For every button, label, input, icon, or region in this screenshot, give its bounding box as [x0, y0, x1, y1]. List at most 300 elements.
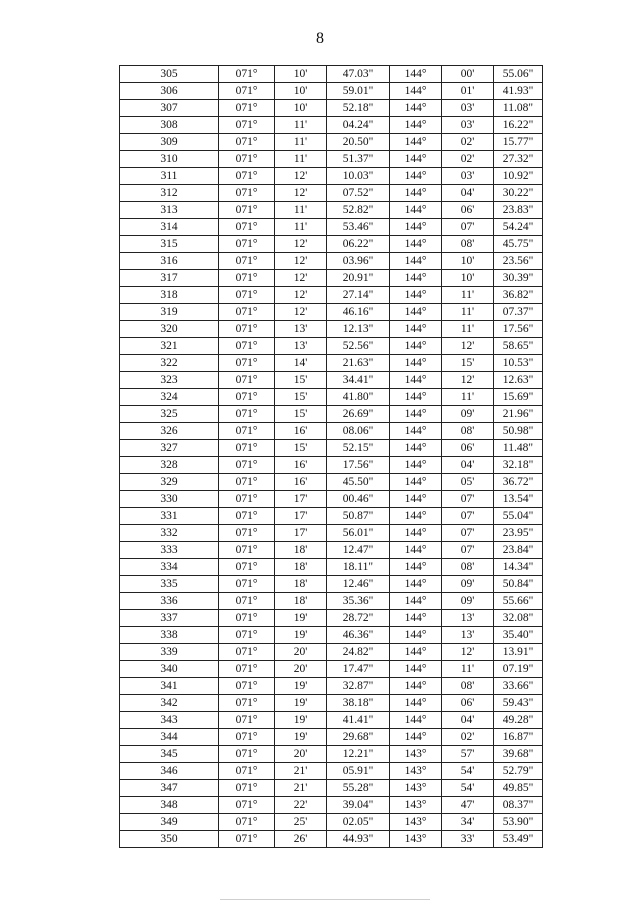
- cell-lat-seconds: 15.77": [494, 134, 543, 151]
- cell-lon-minutes: 15': [275, 389, 327, 406]
- cell-lat-minutes: 07': [442, 491, 494, 508]
- cell-lon-degrees: 071°: [219, 423, 275, 440]
- cell-lat-degrees: 144°: [390, 372, 442, 389]
- cell-lon-minutes: 18': [275, 593, 327, 610]
- cell-lon-seconds: 50.87": [327, 508, 390, 525]
- cell-point-number: 316: [120, 253, 219, 270]
- cell-lat-seconds: 59.43": [494, 695, 543, 712]
- cell-lon-degrees: 071°: [219, 151, 275, 168]
- cell-lon-degrees: 071°: [219, 508, 275, 525]
- cell-lat-seconds: 13.91": [494, 644, 543, 661]
- table-row: [120, 610, 543, 627]
- cell-lon-seconds: 41.80": [327, 389, 390, 406]
- cell-lon-degrees: 071°: [219, 270, 275, 287]
- cell-point-number: 334: [120, 559, 219, 576]
- cell-point-number: 320: [120, 321, 219, 338]
- cell-point-number: 342: [120, 695, 219, 712]
- cell-lat-degrees: 143°: [390, 814, 442, 831]
- cell-lat-minutes: 10': [442, 253, 494, 270]
- cell-lat-degrees: 144°: [390, 287, 442, 304]
- cell-lon-seconds: 18.11": [327, 559, 390, 576]
- table-row: [120, 491, 543, 508]
- table-row: [120, 644, 543, 661]
- table-row: [120, 134, 543, 151]
- cell-lon-seconds: 41.41": [327, 712, 390, 729]
- cell-lon-seconds: 00.46": [327, 491, 390, 508]
- cell-lat-seconds: 53.49": [494, 831, 543, 848]
- cell-lat-seconds: 23.56": [494, 253, 543, 270]
- cell-lon-minutes: 19': [275, 678, 327, 695]
- cell-lon-degrees: 071°: [219, 712, 275, 729]
- table-row: [120, 372, 543, 389]
- cell-lat-seconds: 36.72": [494, 474, 543, 491]
- cell-lon-seconds: 20.91": [327, 270, 390, 287]
- cell-lon-seconds: 32.87": [327, 678, 390, 695]
- cell-lat-seconds: 32.18": [494, 457, 543, 474]
- cell-lat-minutes: 07': [442, 525, 494, 542]
- cell-lat-seconds: 11.08": [494, 100, 543, 117]
- cell-lat-seconds: 13.54": [494, 491, 543, 508]
- cell-lat-seconds: 23.84": [494, 542, 543, 559]
- cell-lat-seconds: 16.87": [494, 729, 543, 746]
- cell-lat-minutes: 03': [442, 100, 494, 117]
- cell-lon-degrees: 071°: [219, 814, 275, 831]
- cell-lat-minutes: 04': [442, 712, 494, 729]
- cell-lat-seconds: 17.56": [494, 321, 543, 338]
- cell-lat-degrees: 144°: [390, 593, 442, 610]
- cell-lat-minutes: 09': [442, 406, 494, 423]
- cell-lon-degrees: 071°: [219, 661, 275, 678]
- cell-lat-seconds: 39.68": [494, 746, 543, 763]
- cell-lat-seconds: 16.22": [494, 117, 543, 134]
- cell-lat-seconds: 32.08": [494, 610, 543, 627]
- cell-lon-degrees: 071°: [219, 117, 275, 134]
- cell-lon-seconds: 59.01": [327, 83, 390, 100]
- cell-lat-minutes: 13': [442, 627, 494, 644]
- cell-lat-seconds: 41.93": [494, 83, 543, 100]
- table-row: [120, 440, 543, 457]
- cell-lon-seconds: 27.14": [327, 287, 390, 304]
- cell-lon-degrees: 071°: [219, 372, 275, 389]
- cell-lat-degrees: 144°: [390, 389, 442, 406]
- cell-lon-seconds: 52.18": [327, 100, 390, 117]
- table-row: [120, 338, 543, 355]
- cell-lat-seconds: 23.95": [494, 525, 543, 542]
- bottom-scan-line: [220, 899, 430, 900]
- cell-point-number: 337: [120, 610, 219, 627]
- table-row: [120, 797, 543, 814]
- cell-lon-minutes: 11': [275, 117, 327, 134]
- cell-point-number: 336: [120, 593, 219, 610]
- cell-lat-minutes: 13': [442, 610, 494, 627]
- cell-lon-degrees: 071°: [219, 474, 275, 491]
- cell-lon-minutes: 12': [275, 253, 327, 270]
- cell-lon-degrees: 071°: [219, 304, 275, 321]
- cell-lon-minutes: 16': [275, 474, 327, 491]
- cell-lat-degrees: 144°: [390, 542, 442, 559]
- cell-lat-seconds: 55.04": [494, 508, 543, 525]
- cell-lon-seconds: 08.06": [327, 423, 390, 440]
- cell-lat-minutes: 03': [442, 117, 494, 134]
- cell-point-number: 309: [120, 134, 219, 151]
- cell-lat-seconds: 36.82": [494, 287, 543, 304]
- table-row: [120, 525, 543, 542]
- coordinates-table-body: [120, 66, 543, 848]
- cell-lat-seconds: 58.65": [494, 338, 543, 355]
- cell-lat-seconds: 50.98": [494, 423, 543, 440]
- cell-lon-minutes: 12': [275, 168, 327, 185]
- cell-point-number: 318: [120, 287, 219, 304]
- cell-lon-degrees: 071°: [219, 729, 275, 746]
- cell-lon-seconds: 28.72": [327, 610, 390, 627]
- cell-point-number: 346: [120, 763, 219, 780]
- cell-lat-degrees: 144°: [390, 457, 442, 474]
- cell-lon-degrees: 071°: [219, 780, 275, 797]
- cell-lat-seconds: 53.90": [494, 814, 543, 831]
- cell-lat-minutes: 04': [442, 457, 494, 474]
- cell-lat-degrees: 143°: [390, 797, 442, 814]
- cell-lon-seconds: 21.63": [327, 355, 390, 372]
- cell-lon-minutes: 21': [275, 780, 327, 797]
- cell-point-number: 325: [120, 406, 219, 423]
- cell-lat-minutes: 11': [442, 287, 494, 304]
- cell-point-number: 312: [120, 185, 219, 202]
- cell-lon-degrees: 071°: [219, 763, 275, 780]
- cell-lat-minutes: 12': [442, 644, 494, 661]
- cell-lon-seconds: 35.36": [327, 593, 390, 610]
- cell-lat-minutes: 08': [442, 559, 494, 576]
- cell-lat-minutes: 06': [442, 440, 494, 457]
- cell-lon-seconds: 34.41": [327, 372, 390, 389]
- table-row: [120, 695, 543, 712]
- cell-lat-degrees: 144°: [390, 712, 442, 729]
- table-row: [120, 831, 543, 848]
- cell-point-number: 341: [120, 678, 219, 695]
- cell-point-number: 311: [120, 168, 219, 185]
- cell-lat-seconds: 35.40": [494, 627, 543, 644]
- cell-lon-minutes: 18': [275, 576, 327, 593]
- cell-lon-degrees: 071°: [219, 440, 275, 457]
- table-row: [120, 661, 543, 678]
- cell-lat-degrees: 144°: [390, 559, 442, 576]
- table-row: [120, 763, 543, 780]
- cell-lat-degrees: 144°: [390, 66, 442, 83]
- table-row: [120, 321, 543, 338]
- cell-lat-degrees: 144°: [390, 100, 442, 117]
- table-row: [120, 576, 543, 593]
- cell-lon-degrees: 071°: [219, 338, 275, 355]
- cell-lat-seconds: 11.48": [494, 440, 543, 457]
- cell-lat-degrees: 144°: [390, 644, 442, 661]
- cell-lon-minutes: 17': [275, 491, 327, 508]
- cell-lon-seconds: 20.50": [327, 134, 390, 151]
- cell-lat-minutes: 07': [442, 542, 494, 559]
- cell-lon-minutes: 20': [275, 644, 327, 661]
- cell-lon-degrees: 071°: [219, 321, 275, 338]
- cell-lat-minutes: 05': [442, 474, 494, 491]
- cell-lat-seconds: 07.19": [494, 661, 543, 678]
- cell-lon-minutes: 10': [275, 100, 327, 117]
- table-row: [120, 253, 543, 270]
- cell-lat-seconds: 30.39": [494, 270, 543, 287]
- cell-point-number: 343: [120, 712, 219, 729]
- cell-point-number: 322: [120, 355, 219, 372]
- cell-lon-seconds: 39.04": [327, 797, 390, 814]
- cell-lon-minutes: 11': [275, 134, 327, 151]
- cell-lon-minutes: 17': [275, 508, 327, 525]
- cell-lon-degrees: 071°: [219, 491, 275, 508]
- cell-lat-seconds: 15.69": [494, 389, 543, 406]
- table-row: [120, 202, 543, 219]
- cell-lon-seconds: 07.52": [327, 185, 390, 202]
- cell-lon-seconds: 44.93": [327, 831, 390, 848]
- cell-lat-degrees: 143°: [390, 831, 442, 848]
- cell-lon-minutes: 15': [275, 372, 327, 389]
- cell-lon-minutes: 19': [275, 695, 327, 712]
- cell-lon-minutes: 12': [275, 185, 327, 202]
- cell-lon-seconds: 17.56": [327, 457, 390, 474]
- cell-lat-seconds: 23.83": [494, 202, 543, 219]
- table-row: [120, 287, 543, 304]
- table-row: [120, 355, 543, 372]
- cell-point-number: 314: [120, 219, 219, 236]
- cell-lon-degrees: 071°: [219, 627, 275, 644]
- cell-lat-seconds: 52.79": [494, 763, 543, 780]
- cell-lon-degrees: 071°: [219, 355, 275, 372]
- table-row: [120, 117, 543, 134]
- cell-lon-minutes: 16': [275, 457, 327, 474]
- table-row: [120, 780, 543, 797]
- cell-lat-degrees: 144°: [390, 236, 442, 253]
- cell-lon-degrees: 071°: [219, 287, 275, 304]
- cell-lat-minutes: 01': [442, 83, 494, 100]
- cell-lat-degrees: 144°: [390, 338, 442, 355]
- cell-lat-seconds: 55.66": [494, 593, 543, 610]
- cell-point-number: 306: [120, 83, 219, 100]
- cell-lon-minutes: 13': [275, 338, 327, 355]
- cell-point-number: 340: [120, 661, 219, 678]
- table-row: [120, 746, 543, 763]
- cell-lon-degrees: 071°: [219, 576, 275, 593]
- cell-lat-degrees: 144°: [390, 423, 442, 440]
- cell-lat-minutes: 02': [442, 134, 494, 151]
- cell-point-number: 317: [120, 270, 219, 287]
- table-row: [120, 712, 543, 729]
- cell-lon-seconds: 05.91": [327, 763, 390, 780]
- cell-lat-degrees: 144°: [390, 440, 442, 457]
- cell-lat-degrees: 143°: [390, 763, 442, 780]
- cell-lon-degrees: 071°: [219, 695, 275, 712]
- cell-lon-minutes: 16': [275, 423, 327, 440]
- cell-lon-seconds: 55.28": [327, 780, 390, 797]
- cell-lat-seconds: 45.75": [494, 236, 543, 253]
- cell-lon-degrees: 071°: [219, 100, 275, 117]
- cell-lat-seconds: 14.34": [494, 559, 543, 576]
- cell-lat-seconds: 30.22": [494, 185, 543, 202]
- cell-lon-degrees: 071°: [219, 134, 275, 151]
- cell-lat-degrees: 144°: [390, 576, 442, 593]
- cell-lon-minutes: 11': [275, 202, 327, 219]
- cell-lon-seconds: 38.18": [327, 695, 390, 712]
- cell-lat-seconds: 55.06": [494, 66, 543, 83]
- cell-lat-minutes: 08': [442, 678, 494, 695]
- cell-lon-minutes: 19': [275, 610, 327, 627]
- cell-lat-minutes: 00': [442, 66, 494, 83]
- cell-point-number: 319: [120, 304, 219, 321]
- cell-lat-minutes: 06': [442, 202, 494, 219]
- cell-lat-degrees: 144°: [390, 168, 442, 185]
- cell-lon-minutes: 12': [275, 287, 327, 304]
- cell-lon-seconds: 53.46": [327, 219, 390, 236]
- cell-lon-degrees: 071°: [219, 559, 275, 576]
- cell-lat-minutes: 09': [442, 593, 494, 610]
- cell-point-number: 333: [120, 542, 219, 559]
- cell-lat-minutes: 08': [442, 423, 494, 440]
- cell-lon-seconds: 46.16": [327, 304, 390, 321]
- table-row: [120, 593, 543, 610]
- cell-lat-degrees: 144°: [390, 661, 442, 678]
- cell-lat-degrees: 144°: [390, 253, 442, 270]
- cell-lat-minutes: 06': [442, 695, 494, 712]
- cell-lat-seconds: 21.96": [494, 406, 543, 423]
- cell-lat-degrees: 144°: [390, 219, 442, 236]
- cell-lat-degrees: 144°: [390, 627, 442, 644]
- cell-lon-seconds: 47.03": [327, 66, 390, 83]
- table-row: [120, 66, 543, 83]
- cell-lon-minutes: 13': [275, 321, 327, 338]
- cell-lat-minutes: 34': [442, 814, 494, 831]
- cell-lon-seconds: 29.68": [327, 729, 390, 746]
- cell-lat-degrees: 144°: [390, 355, 442, 372]
- table-row: [120, 83, 543, 100]
- cell-lat-minutes: 02': [442, 151, 494, 168]
- cell-lon-minutes: 17': [275, 525, 327, 542]
- cell-point-number: 330: [120, 491, 219, 508]
- table-row: [120, 559, 543, 576]
- cell-lon-degrees: 071°: [219, 83, 275, 100]
- cell-point-number: 347: [120, 780, 219, 797]
- cell-lon-seconds: 26.69": [327, 406, 390, 423]
- cell-lon-minutes: 14': [275, 355, 327, 372]
- cell-lon-degrees: 071°: [219, 253, 275, 270]
- cell-lon-minutes: 22': [275, 797, 327, 814]
- cell-lon-degrees: 071°: [219, 202, 275, 219]
- cell-lat-minutes: 12': [442, 338, 494, 355]
- cell-lon-seconds: 52.56": [327, 338, 390, 355]
- cell-lon-seconds: 06.22": [327, 236, 390, 253]
- cell-lon-minutes: 19': [275, 729, 327, 746]
- cell-lat-degrees: 144°: [390, 83, 442, 100]
- table-row: [120, 151, 543, 168]
- table-row: [120, 219, 543, 236]
- cell-lon-minutes: 18': [275, 559, 327, 576]
- cell-lon-degrees: 071°: [219, 185, 275, 202]
- cell-lat-degrees: 143°: [390, 746, 442, 763]
- table-row: [120, 678, 543, 695]
- cell-lat-degrees: 144°: [390, 678, 442, 695]
- cell-lat-seconds: 10.92": [494, 168, 543, 185]
- cell-lat-degrees: 144°: [390, 610, 442, 627]
- cell-lat-minutes: 02': [442, 729, 494, 746]
- cell-lat-minutes: 07': [442, 508, 494, 525]
- cell-point-number: 308: [120, 117, 219, 134]
- cell-lon-minutes: 26': [275, 831, 327, 848]
- cell-lon-degrees: 071°: [219, 797, 275, 814]
- cell-point-number: 313: [120, 202, 219, 219]
- table-row: [120, 814, 543, 831]
- cell-point-number: 331: [120, 508, 219, 525]
- cell-lon-minutes: 15': [275, 406, 327, 423]
- cell-point-number: 323: [120, 372, 219, 389]
- cell-lon-degrees: 071°: [219, 406, 275, 423]
- cell-lat-degrees: 144°: [390, 185, 442, 202]
- cell-lat-degrees: 144°: [390, 525, 442, 542]
- cell-lat-minutes: 07': [442, 219, 494, 236]
- cell-lon-seconds: 51.37": [327, 151, 390, 168]
- cell-lat-minutes: 12': [442, 372, 494, 389]
- cell-lon-minutes: 18': [275, 542, 327, 559]
- cell-point-number: 344: [120, 729, 219, 746]
- cell-lon-minutes: 19': [275, 627, 327, 644]
- cell-lon-minutes: 12': [275, 270, 327, 287]
- cell-point-number: 329: [120, 474, 219, 491]
- cell-lon-minutes: 10': [275, 83, 327, 100]
- cell-lon-minutes: 11': [275, 151, 327, 168]
- cell-lat-minutes: 54': [442, 763, 494, 780]
- cell-lat-degrees: 144°: [390, 491, 442, 508]
- cell-lon-seconds: 04.24": [327, 117, 390, 134]
- cell-lat-minutes: 04': [442, 185, 494, 202]
- cell-lon-minutes: 12': [275, 304, 327, 321]
- cell-lat-degrees: 144°: [390, 151, 442, 168]
- cell-lon-degrees: 071°: [219, 644, 275, 661]
- cell-lon-degrees: 071°: [219, 236, 275, 253]
- coordinates-table: [119, 65, 543, 848]
- cell-lon-seconds: 46.36": [327, 627, 390, 644]
- cell-point-number: 332: [120, 525, 219, 542]
- cell-lon-seconds: 52.82": [327, 202, 390, 219]
- cell-lon-degrees: 071°: [219, 525, 275, 542]
- cell-point-number: 350: [120, 831, 219, 848]
- cell-lon-seconds: 45.50": [327, 474, 390, 491]
- cell-lat-minutes: 33': [442, 831, 494, 848]
- cell-lon-minutes: 25': [275, 814, 327, 831]
- cell-lat-minutes: 11': [442, 321, 494, 338]
- cell-lon-seconds: 10.03": [327, 168, 390, 185]
- cell-lat-degrees: 144°: [390, 270, 442, 287]
- cell-lat-minutes: 10': [442, 270, 494, 287]
- cell-point-number: 348: [120, 797, 219, 814]
- cell-lon-seconds: 12.13": [327, 321, 390, 338]
- cell-point-number: 324: [120, 389, 219, 406]
- cell-lon-degrees: 071°: [219, 831, 275, 848]
- cell-lon-seconds: 24.82": [327, 644, 390, 661]
- cell-lat-seconds: 49.85": [494, 780, 543, 797]
- cell-lon-degrees: 071°: [219, 389, 275, 406]
- cell-lon-degrees: 071°: [219, 678, 275, 695]
- table-row: [120, 100, 543, 117]
- table-row: [120, 457, 543, 474]
- cell-lat-seconds: 07.37": [494, 304, 543, 321]
- cell-lon-seconds: 56.01": [327, 525, 390, 542]
- cell-lon-minutes: 15': [275, 440, 327, 457]
- cell-lon-degrees: 071°: [219, 542, 275, 559]
- cell-lat-seconds: 08.37": [494, 797, 543, 814]
- cell-lon-seconds: 52.15": [327, 440, 390, 457]
- cell-lat-degrees: 144°: [390, 202, 442, 219]
- cell-lon-degrees: 071°: [219, 746, 275, 763]
- cell-lat-minutes: 54': [442, 780, 494, 797]
